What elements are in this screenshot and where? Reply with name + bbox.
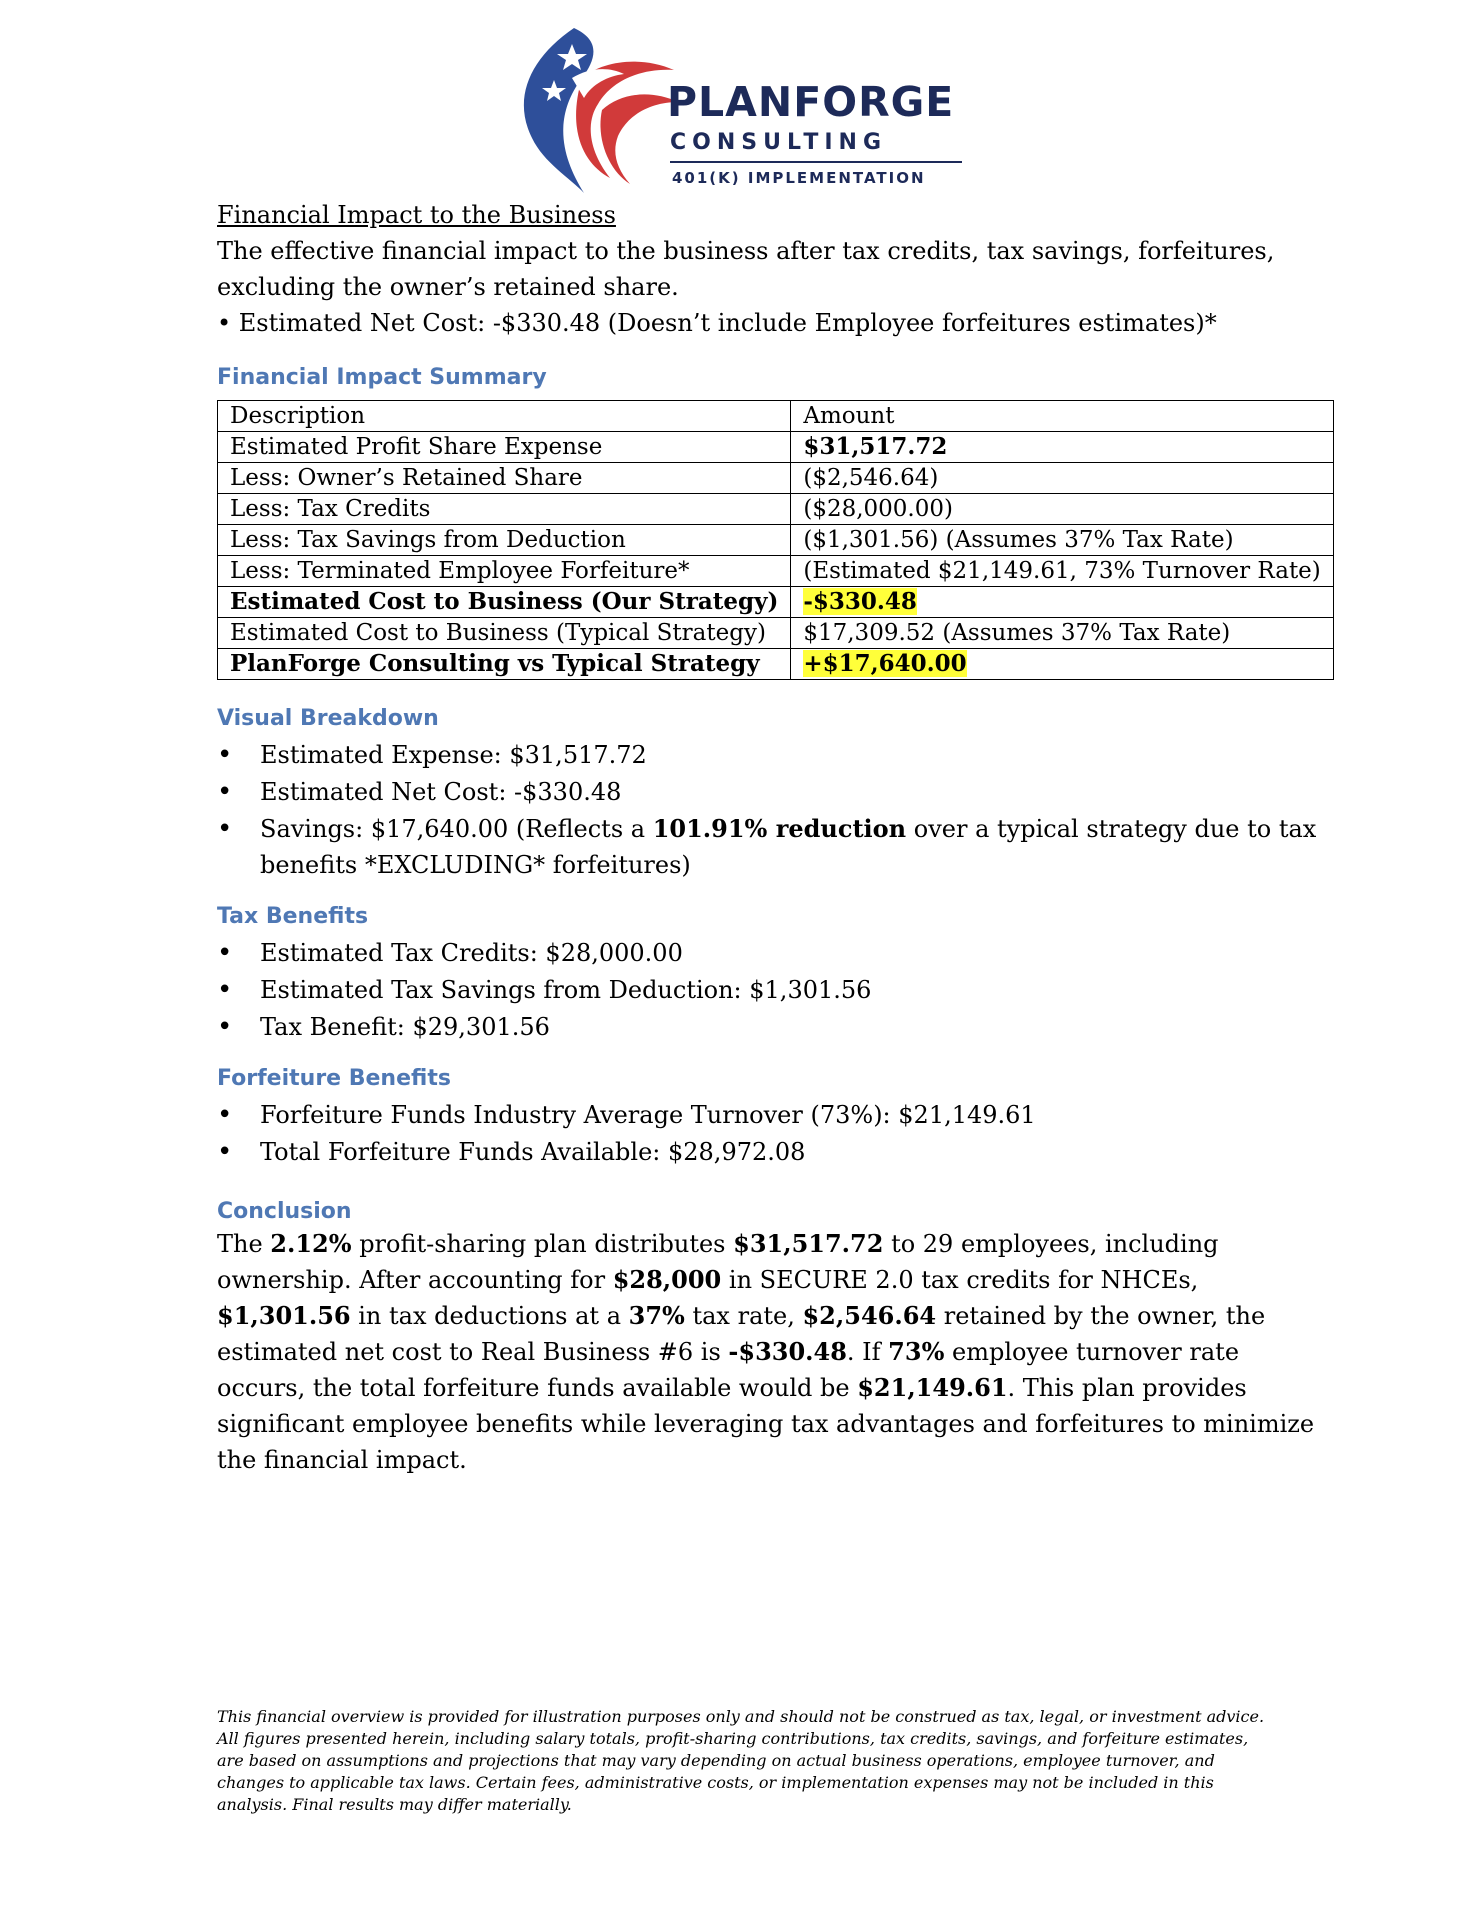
table-row [218, 556, 1334, 587]
conclusion-text: The 2.12% profit-sharing plan distributes $31,517.72 to 29 employees, including ownership. After accounting for $28,000 in SECURE 2.0 tax credits for NHCEs, $1,301.56 in tax deductions at a 37% tax rate, $2,546.64 retained by the owner, the estimated net cost to Real Business #6 is -$330.48. If 73% employee turnover rate occurs, the total forfeiture funds available would be $21,149.61. This plan provides significant employee benefits while leveraging tax advantages and forfeitures to minimize the financial impact. [217, 1229, 1315, 1474]
intro-text: The effective financial impact to the business after tax credits, tax savings, forfeitures, excluding the owner’s retained share. [217, 237, 1275, 301]
list-item: • Tax Benefit: $29,301.56 [217, 1009, 1317, 1045]
forfeiture-list [217, 1097, 1317, 1170]
row-description: Estimated Profit Share Expense [218, 432, 791, 463]
row-description: Less: Owner’s Retained Share [218, 463, 791, 494]
row-description: PlanForge Consulting vs Typical Strategy [218, 649, 791, 680]
header-amount: Amount [791, 401, 1333, 432]
forfeiture-heading: Forfeiture Benefits [217, 1066, 451, 1091]
row-amount-highlighted: -$330.48 [803, 588, 917, 615]
savings-reduction: 101.91% reduction [652, 814, 907, 843]
tax-heading: Tax Benefits [217, 904, 369, 929]
list-item: • Estimated Tax Savings from Deduction: $1,301.56 [217, 972, 1317, 1008]
company-logo [512, 18, 1012, 198]
row-amount: $31,517.72 [791, 432, 1333, 463]
intro-title: Financial Impact to the Business [217, 201, 616, 229]
intro-bullet: • Estimated Net Cost: -$330.48 (Doesn’t include Employee forfeitures estimates)* [217, 309, 1217, 337]
list-item: • Estimated Tax Credits: $28,000.00 [217, 935, 1317, 971]
table-row [218, 494, 1334, 525]
table-header-row [218, 401, 1334, 432]
brand-name: PLANFORGE [667, 78, 955, 126]
tax-list [217, 935, 1317, 1045]
list-item [217, 811, 1317, 883]
list-item: • Estimated Expense: $31,517.72 [217, 737, 1317, 773]
row-amount: ($1,301.56) (Assumes 37% Tax Rate) [791, 525, 1333, 556]
row-description: Less: Tax Savings from Deduction [218, 525, 791, 556]
table-row [218, 525, 1334, 556]
flag-flame-icon [512, 18, 682, 198]
table-row [218, 618, 1334, 649]
list-item: • Estimated Net Cost: -$330.48 [217, 774, 1317, 810]
row-amount: ($2,546.64) [791, 463, 1333, 494]
table-row [218, 587, 1334, 618]
brand-tagline: 401(K) IMPLEMENTATION [672, 169, 926, 187]
header-description: Description [218, 401, 791, 432]
table-row [218, 649, 1334, 680]
list-item: • Total Forfeiture Funds Available: $28,972.08 [217, 1134, 1317, 1170]
disclaimer: This financial overview is provided for illustration purposes only and should not be construed as tax, legal, or investment advice. All figures presented herein, including salary totals, profit-sharing contributions, tax credits, savings, and forfeiture estimates, are based on assumptions and projections that may vary depending on actual business operations, employee turnover, and changes to applicable tax laws. Certain fees, administrative costs, or implementation expenses may not be included in this analysis. Final results may differ materially. [217, 1707, 1265, 1814]
row-amount: ($28,000.00) [791, 494, 1333, 525]
row-amount-highlighted: +$17,640.00 [803, 650, 967, 677]
visual-list [217, 737, 1317, 883]
table-row [218, 432, 1334, 463]
savings-text-end: over a typical strategy due to tax benefits *EXCLUDING* forfeitures) [260, 815, 1317, 879]
row-amount: $17,309.52 (Assumes 37% Tax Rate) [791, 618, 1333, 649]
conclusion-heading: Conclusion [217, 1199, 352, 1224]
financial-summary-table [217, 400, 1334, 680]
document-body [217, 197, 1321, 1478]
list-item: • Forfeiture Funds Industry Average Turnover (73%): $21,149.61 [217, 1097, 1317, 1133]
row-amount: (Estimated $21,149.61, 73% Turnover Rate) [791, 556, 1333, 587]
row-description: Estimated Cost to Business (Typical Strategy) [218, 618, 791, 649]
row-description: Less: Terminated Employee Forfeiture* [218, 556, 791, 587]
table-row [218, 463, 1334, 494]
row-description: Estimated Cost to Business (Our Strategy) [218, 587, 791, 618]
row-description: Less: Tax Credits [218, 494, 791, 525]
brand-divider [670, 161, 962, 163]
visual-heading: Visual Breakdown [217, 706, 439, 731]
savings-text: Savings: $17,640.00 (Reflects a [260, 815, 653, 843]
summary-heading: Financial Impact Summary [217, 365, 547, 390]
brand-subtitle: CONSULTING [670, 130, 888, 155]
